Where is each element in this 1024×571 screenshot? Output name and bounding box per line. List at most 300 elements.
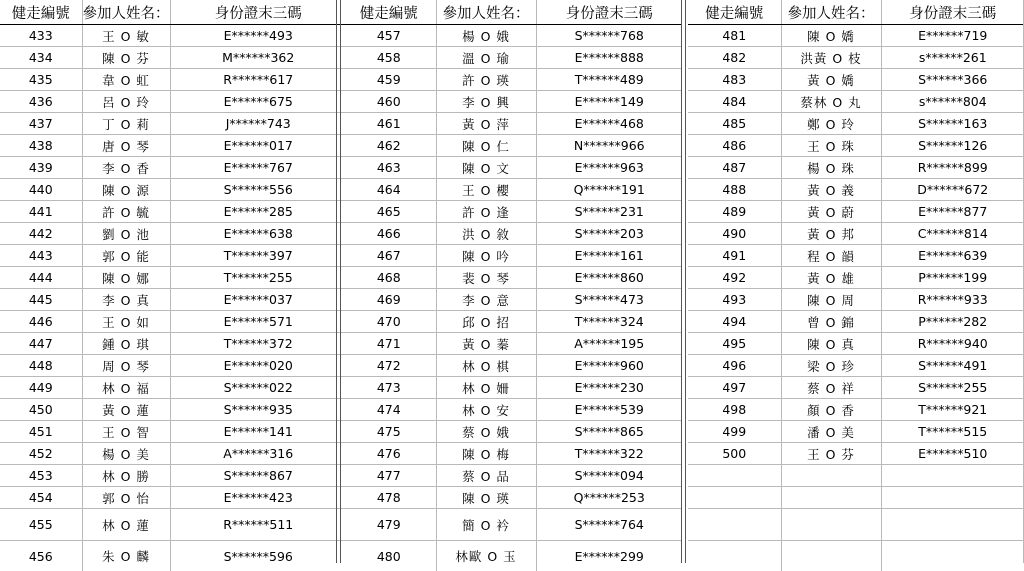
participant-name: 林 O 蓮: [82, 509, 170, 541]
participant-name: 梁 O 珍: [781, 355, 881, 377]
id-last-three: [881, 465, 1024, 487]
participant-name: 林 O 福: [82, 377, 170, 399]
id-last-three: S******366: [881, 69, 1024, 91]
walk-number: 482: [688, 47, 781, 69]
id-last-three: R******940: [881, 333, 1024, 355]
participant-name: 王 O 芬: [781, 443, 881, 465]
header-row: [342, 0, 682, 25]
walk-number: 489: [688, 201, 781, 223]
participant-name: 王 O 敏: [82, 25, 170, 47]
walk-number: 472: [342, 355, 436, 377]
participant-name: 林 O 棋: [436, 355, 536, 377]
id-last-three: E******468: [536, 113, 682, 135]
walk-number: 468: [342, 267, 436, 289]
table-row: [342, 113, 682, 135]
id-last-three: A******195: [536, 333, 682, 355]
table-row: [688, 157, 1024, 179]
id-last-three: D******672: [881, 179, 1024, 201]
header-participant-name: 參加人姓名：: [436, 0, 536, 25]
table-row: [688, 135, 1024, 157]
walk-number: 437: [0, 113, 82, 135]
participant-name: [781, 541, 881, 571]
table-row: [342, 289, 682, 311]
walk-number: 448: [0, 355, 82, 377]
id-last-three: E******161: [536, 245, 682, 267]
table-row: [0, 91, 346, 113]
id-last-three: E******719: [881, 25, 1024, 47]
walk-number: 439: [0, 157, 82, 179]
id-last-three: Q******253: [536, 487, 682, 509]
walk-number: 463: [342, 157, 436, 179]
participant-name: 劉 O 池: [82, 223, 170, 245]
participant-name: 程 O 韻: [781, 245, 881, 267]
id-last-three: S******764: [536, 509, 682, 541]
table-row: [688, 25, 1024, 47]
participant-name: 黃 O 義: [781, 179, 881, 201]
participant-name: 許 O 瑛: [436, 69, 536, 91]
walk-number: 488: [688, 179, 781, 201]
id-last-three: S******163: [881, 113, 1024, 135]
walk-number: 466: [342, 223, 436, 245]
table-row: [342, 421, 682, 443]
participant-name: 黃 O 嬌: [781, 69, 881, 91]
walk-number: 485: [688, 113, 781, 135]
participant-name: 陳 O 娜: [82, 267, 170, 289]
walk-number: 453: [0, 465, 82, 487]
participant-name: 鄭 O 玲: [781, 113, 881, 135]
roster-block-2: [342, 0, 682, 571]
header-walk-number: 健走編號: [688, 0, 781, 25]
table-row: [342, 135, 682, 157]
table-row: [688, 465, 1024, 487]
participant-name: 蔡 O 品: [436, 465, 536, 487]
table-row: [342, 465, 682, 487]
participant-name: 溫 O 瑜: [436, 47, 536, 69]
table-row: [0, 201, 346, 223]
participant-name: 陳 O 芬: [82, 47, 170, 69]
id-last-three: S******473: [536, 289, 682, 311]
participant-name: 王 O 智: [82, 421, 170, 443]
table-row: [688, 69, 1024, 91]
header-participant-name: 參加人姓名：: [781, 0, 881, 25]
roster-block-3: [688, 0, 1024, 571]
participant-name: 洪 O 敘: [436, 223, 536, 245]
id-last-three: S******255: [881, 377, 1024, 399]
table-row: [342, 69, 682, 91]
id-last-three: E******960: [536, 355, 682, 377]
table-row: [0, 311, 346, 333]
table-row: [688, 289, 1024, 311]
walk-number: 456: [0, 541, 82, 571]
table-row: [0, 179, 346, 201]
table-row: [0, 399, 346, 421]
walk-number: 499: [688, 421, 781, 443]
id-last-three: E******285: [170, 201, 346, 223]
participant-name: 韋 O 虹: [82, 69, 170, 91]
walk-number: 483: [688, 69, 781, 91]
id-last-three: E******860: [536, 267, 682, 289]
table-row: [342, 223, 682, 245]
id-last-three: S******768: [536, 25, 682, 47]
walk-number: 474: [342, 399, 436, 421]
walk-number: 496: [688, 355, 781, 377]
id-last-three: S******203: [536, 223, 682, 245]
id-last-three: E******493: [170, 25, 346, 47]
table-row: [342, 91, 682, 113]
participant-name: 陳 O 周: [781, 289, 881, 311]
walk-number: 441: [0, 201, 82, 223]
participant-name: 黃 O 雄: [781, 267, 881, 289]
id-last-three: E******423: [170, 487, 346, 509]
id-last-three: J******743: [170, 113, 346, 135]
table-row: [0, 289, 346, 311]
id-last-three: R******617: [170, 69, 346, 91]
walk-number: 444: [0, 267, 82, 289]
table-row: [0, 25, 346, 47]
table-row: [688, 355, 1024, 377]
participant-name: 李 O 真: [82, 289, 170, 311]
walk-number: [688, 465, 781, 487]
walk-number: 457: [342, 25, 436, 47]
participant-name: 黃 O 邦: [781, 223, 881, 245]
walk-number: 487: [688, 157, 781, 179]
id-last-three: R******933: [881, 289, 1024, 311]
id-last-three: E******675: [170, 91, 346, 113]
walk-number: 452: [0, 443, 82, 465]
table-row: [0, 333, 346, 355]
id-last-three: S******556: [170, 179, 346, 201]
table-row: [0, 509, 346, 541]
participant-name: 蔡林 O 丸: [781, 91, 881, 113]
participant-name: 林歐 O 玉: [436, 541, 536, 571]
walk-number: 480: [342, 541, 436, 571]
table-row: [0, 223, 346, 245]
table-row: [342, 377, 682, 399]
id-last-three: E******638: [170, 223, 346, 245]
walk-number: 492: [688, 267, 781, 289]
id-last-three: E******141: [170, 421, 346, 443]
id-last-three: E******299: [536, 541, 682, 571]
participant-name: 邱 O 招: [436, 311, 536, 333]
participant-name: 朱 O 麟: [82, 541, 170, 571]
participant-name: 陳 O 吟: [436, 245, 536, 267]
table-row: [688, 267, 1024, 289]
id-last-three: T******324: [536, 311, 682, 333]
id-last-three: N******966: [536, 135, 682, 157]
table-row: [342, 333, 682, 355]
id-last-three: E******877: [881, 201, 1024, 223]
walk-number: 451: [0, 421, 82, 443]
participant-name: 黃 O 蔚: [781, 201, 881, 223]
table-row: [0, 157, 346, 179]
id-last-three: Q******191: [536, 179, 682, 201]
id-last-three: T******255: [170, 267, 346, 289]
table-row: [688, 245, 1024, 267]
id-last-three: T******322: [536, 443, 682, 465]
walk-number: 454: [0, 487, 82, 509]
participant-name: 郭 O 能: [82, 245, 170, 267]
table-row: [0, 69, 346, 91]
participant-name: 林 O 姍: [436, 377, 536, 399]
participant-name: 陳 O 瑛: [436, 487, 536, 509]
walk-number: 461: [342, 113, 436, 135]
header-id-last-three: 身份證末三碼: [170, 0, 346, 25]
id-last-three: E******888: [536, 47, 682, 69]
walk-number: 458: [342, 47, 436, 69]
id-last-three: [881, 487, 1024, 509]
table-row: [342, 47, 682, 69]
walk-number: 436: [0, 91, 82, 113]
header-walk-number: 健走編號: [0, 0, 82, 25]
walk-number: 490: [688, 223, 781, 245]
walk-number: 442: [0, 223, 82, 245]
header-walk-number: 健走編號: [342, 0, 436, 25]
walk-number: 486: [688, 135, 781, 157]
id-last-three: [881, 509, 1024, 541]
walk-number: 470: [342, 311, 436, 333]
walk-number: 435: [0, 69, 82, 91]
walk-number: 493: [688, 289, 781, 311]
participant-name: 曾 O 錦: [781, 311, 881, 333]
id-last-three: S******865: [536, 421, 682, 443]
participant-name: 黃 O 萍: [436, 113, 536, 135]
walk-number: 434: [0, 47, 82, 69]
id-last-three: [881, 541, 1024, 571]
block-separator: [336, 0, 341, 563]
roster-block-1: [0, 0, 346, 571]
table-row: [342, 311, 682, 333]
id-last-three: E******571: [170, 311, 346, 333]
participant-name: 陳 O 梅: [436, 443, 536, 465]
id-last-three: T******397: [170, 245, 346, 267]
table-row: [688, 201, 1024, 223]
walk-number: 464: [342, 179, 436, 201]
participant-name: 林 O 安: [436, 399, 536, 421]
id-last-three: T******921: [881, 399, 1024, 421]
table-row: [342, 487, 682, 509]
id-last-three: S******935: [170, 399, 346, 421]
table-row: [342, 509, 682, 541]
table-row: [688, 113, 1024, 135]
id-last-three: S******094: [536, 465, 682, 487]
id-last-three: s******261: [881, 47, 1024, 69]
table-row: [688, 311, 1024, 333]
walk-number: 478: [342, 487, 436, 509]
participant-name: 陳 O 真: [781, 333, 881, 355]
id-last-three: E******230: [536, 377, 682, 399]
id-last-three: E******767: [170, 157, 346, 179]
participant-name: 楊 O 娥: [436, 25, 536, 47]
header-participant-name: 參加人姓名：: [82, 0, 170, 25]
participant-name: 李 O 興: [436, 91, 536, 113]
participant-name: 郭 O 怡: [82, 487, 170, 509]
participant-name: 丁 O 莉: [82, 113, 170, 135]
walk-number: [688, 487, 781, 509]
participant-name: 洪黃 O 枝: [781, 47, 881, 69]
walk-number: 471: [342, 333, 436, 355]
participant-name: 潘 O 美: [781, 421, 881, 443]
id-last-three: R******511: [170, 509, 346, 541]
table-row: [688, 47, 1024, 69]
walk-number: 495: [688, 333, 781, 355]
id-last-three: T******489: [536, 69, 682, 91]
table-row: [342, 443, 682, 465]
table-row: [688, 541, 1024, 571]
walk-number: 433: [0, 25, 82, 47]
participant-name: 李 O 意: [436, 289, 536, 311]
id-last-three: E******963: [536, 157, 682, 179]
participant-name: 顏 O 香: [781, 399, 881, 421]
id-last-three: P******199: [881, 267, 1024, 289]
id-last-three: M******362: [170, 47, 346, 69]
participant-name: [781, 509, 881, 541]
table-row: [342, 355, 682, 377]
participant-name: 李 O 香: [82, 157, 170, 179]
participant-name: 唐 O 琴: [82, 135, 170, 157]
table-row: [342, 541, 682, 571]
participant-name: 呂 O 玲: [82, 91, 170, 113]
walk-number: 459: [342, 69, 436, 91]
participant-name: 裴 O 琴: [436, 267, 536, 289]
header-row: [0, 0, 346, 25]
table-row: [342, 179, 682, 201]
walk-number: 498: [688, 399, 781, 421]
walk-number: 500: [688, 443, 781, 465]
participant-name: 楊 O 珠: [781, 157, 881, 179]
id-last-three: T******515: [881, 421, 1024, 443]
table-row: [0, 355, 346, 377]
walk-number: 497: [688, 377, 781, 399]
walk-number: 484: [688, 91, 781, 113]
participant-name: 楊 O 美: [82, 443, 170, 465]
participant-name: 蔡 O 娥: [436, 421, 536, 443]
walk-number: 450: [0, 399, 82, 421]
table-row: [0, 541, 346, 571]
table-row: [0, 113, 346, 135]
table-row: [0, 245, 346, 267]
walk-number: 467: [342, 245, 436, 267]
table-row: [342, 201, 682, 223]
walk-number: 449: [0, 377, 82, 399]
table-row: [688, 333, 1024, 355]
walk-number: 460: [342, 91, 436, 113]
participant-name: 蔡 O 祥: [781, 377, 881, 399]
participant-name: 陳 O 仁: [436, 135, 536, 157]
walk-number: 479: [342, 509, 436, 541]
header-id-last-three: 身份證末三碼: [536, 0, 682, 25]
id-last-three: E******510: [881, 443, 1024, 465]
table-row: [688, 399, 1024, 421]
id-last-three: P******282: [881, 311, 1024, 333]
id-last-three: S******596: [170, 541, 346, 571]
table-row: [0, 47, 346, 69]
participant-name: [781, 487, 881, 509]
id-last-three: S******491: [881, 355, 1024, 377]
id-last-three: C******814: [881, 223, 1024, 245]
participant-name: 王 O 櫻: [436, 179, 536, 201]
walk-number: 465: [342, 201, 436, 223]
participant-name: 黃 O 蓁: [436, 333, 536, 355]
table-row: [0, 267, 346, 289]
table-row: [342, 25, 682, 47]
participant-name: 陳 O 嬌: [781, 25, 881, 47]
table-row: [0, 465, 346, 487]
id-last-three: E******639: [881, 245, 1024, 267]
walk-number: 491: [688, 245, 781, 267]
participant-name: 簡 O 衿: [436, 509, 536, 541]
table-row: [0, 443, 346, 465]
walk-number: 443: [0, 245, 82, 267]
participant-name: [781, 465, 881, 487]
walk-number: 447: [0, 333, 82, 355]
walk-number: 440: [0, 179, 82, 201]
table-row: [342, 245, 682, 267]
table-row: [342, 399, 682, 421]
id-last-three: E******020: [170, 355, 346, 377]
id-last-three: S******231: [536, 201, 682, 223]
walk-number: 481: [688, 25, 781, 47]
id-last-three: E******539: [536, 399, 682, 421]
table-row: [342, 267, 682, 289]
table-row: [0, 421, 346, 443]
table-row: [688, 91, 1024, 113]
table-row: [342, 157, 682, 179]
walk-number: 455: [0, 509, 82, 541]
block-separator: [681, 0, 686, 563]
id-last-three: E******037: [170, 289, 346, 311]
participant-name: 陳 O 源: [82, 179, 170, 201]
table-row: [688, 487, 1024, 509]
table-row: [688, 223, 1024, 245]
walk-number: 476: [342, 443, 436, 465]
participant-name: 鍾 O 琪: [82, 333, 170, 355]
table-row: [0, 487, 346, 509]
id-last-three: S******126: [881, 135, 1024, 157]
table-row: [688, 179, 1024, 201]
id-last-three: s******804: [881, 91, 1024, 113]
header-id-last-three: 身份證末三碼: [881, 0, 1024, 25]
walk-number: 462: [342, 135, 436, 157]
walk-number: 494: [688, 311, 781, 333]
participant-name: 許 O 逢: [436, 201, 536, 223]
participant-name: 許 O 毓: [82, 201, 170, 223]
table-row: [0, 377, 346, 399]
id-last-three: S******867: [170, 465, 346, 487]
table-row: [0, 135, 346, 157]
id-last-three: R******899: [881, 157, 1024, 179]
table-row: [688, 377, 1024, 399]
walk-number: [688, 509, 781, 541]
id-last-three: T******372: [170, 333, 346, 355]
walk-number: [688, 541, 781, 571]
table-row: [688, 421, 1024, 443]
participant-name: 王 O 珠: [781, 135, 881, 157]
table-row: [688, 509, 1024, 541]
walk-number: 473: [342, 377, 436, 399]
walk-number: 438: [0, 135, 82, 157]
participant-name: 陳 O 文: [436, 157, 536, 179]
id-last-three: E******149: [536, 91, 682, 113]
walk-number: 477: [342, 465, 436, 487]
walk-number: 446: [0, 311, 82, 333]
id-last-three: E******017: [170, 135, 346, 157]
participant-name: 林 O 勝: [82, 465, 170, 487]
walk-number: 475: [342, 421, 436, 443]
id-last-three: S******022: [170, 377, 346, 399]
walk-number: 445: [0, 289, 82, 311]
table-row: [688, 443, 1024, 465]
header-row: [688, 0, 1024, 25]
